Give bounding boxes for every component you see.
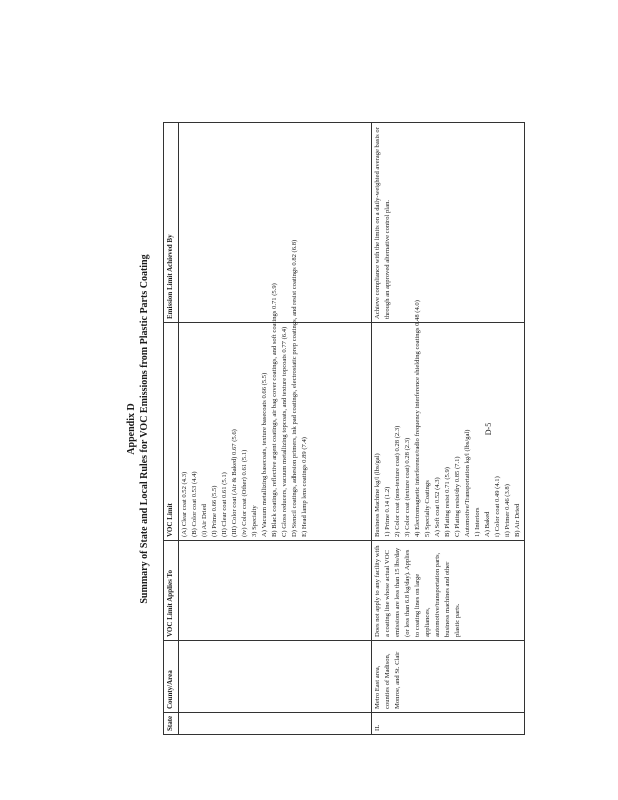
voc-limit-line: E) Head lamp lens coatings 0.89 (7.4) bbox=[301, 437, 308, 537]
voc-limit-line: A) Vacuum metallizing basecoats, texture basecoats 0.66 (5.5) bbox=[261, 372, 268, 537]
voc-limit-line: D) Stencil coatings, adhesion primers, ink pad coatings, electrostatic prep coatings, and resist coatings 0.82 (6.8) bbox=[291, 239, 298, 537]
voc-limit-line: (i) Air Dried bbox=[201, 504, 208, 537]
table-row bbox=[179, 123, 372, 735]
cell-state: IL bbox=[372, 713, 525, 735]
cell-county-area bbox=[179, 641, 372, 713]
voc-limit-line: 1) Interiors bbox=[474, 507, 481, 537]
table-row bbox=[372, 123, 525, 735]
rotated-page-content bbox=[126, 123, 521, 735]
cell-applies-to bbox=[179, 541, 372, 641]
appendix-subtitle: Summary of State and Local Rules for VOC Emissions from Plastic Parts Coating bbox=[139, 254, 150, 604]
voc-limit-line: A) Baked bbox=[484, 511, 491, 537]
voc-limit-line: A) Soft coat 0.52 (4.3) bbox=[434, 477, 441, 537]
header-achieved-by: Emission Limit Achieved By bbox=[164, 123, 179, 323]
voc-limit-line: B) Air Dried bbox=[514, 503, 521, 537]
voc-limit-line: C) Plating resist/dry 0.85 (7.1) bbox=[454, 456, 461, 537]
cell-county-area: Metro East area, counties of Madison, Monroe, and St. Clair bbox=[372, 641, 525, 713]
voc-limit-line: B) Plating resist 0.71 (5.9) bbox=[444, 467, 451, 537]
voc-limit-line: 2) Color coat (non-texture coat) 0.28 (2.3) bbox=[394, 425, 401, 537]
voc-limit-line: (I) Prime 0.66 (5.5) bbox=[211, 485, 218, 537]
voc-limit-line: i) Color coat 0.49 (4.1) bbox=[494, 476, 501, 537]
appendix-title: Appendix D bbox=[126, 403, 137, 455]
page-number: D-5 bbox=[484, 422, 493, 436]
header-county-area: County/Area bbox=[164, 641, 179, 713]
voc-limit-line: Automotive/Transportation kg/l (lbs/gal) bbox=[464, 429, 471, 537]
cell-achieved-by: Achieve compliance with the limits on a daily-weighted average basis or through an approved alternative control plan. bbox=[372, 123, 525, 323]
header-state: State bbox=[164, 713, 179, 735]
cell-applies-to: Does not apply to any facility with a coating line whose actual VOC emissions are less than 15 lbs/day (or less than 6.8 kg/day). Applies to coating lines on large appliances, automotive/transportation parts, business machines and other plastic parts. bbox=[372, 541, 525, 641]
voc-limit-line: B) Black coatings, reflective argent coatings, air bag cover coatings, and soft coatings 0.71 (5.9) bbox=[271, 283, 278, 537]
voc-limit-line: 3) Specialty bbox=[251, 505, 258, 537]
voc-limit-line: 3) Color coat (texture coat) 0.28 (2.3) bbox=[404, 437, 411, 537]
header-applies-to: VOC Limit Applies To bbox=[164, 541, 179, 641]
voc-limit-line: (B) Color coat 0.53 (4.4) bbox=[191, 471, 198, 537]
voc-limit-line: (A) Clear coat 0.52 (4.3) bbox=[181, 471, 188, 537]
cell-state bbox=[179, 713, 372, 735]
header-voc-limit: VOC Limit bbox=[164, 323, 179, 541]
voc-limit-line: 1) Prime 0.14 (1.2) bbox=[384, 486, 391, 537]
voc-limit-line: (iv) Color coat (Other) 0.61 (5.1) bbox=[241, 449, 248, 537]
voc-limit-line: C) Gloss reducers, vacuum metallizing topcoats, and texture topcoats 0.77 (6.4) bbox=[281, 326, 288, 537]
table-header-row bbox=[164, 123, 179, 735]
voc-limit-line: 4) Electromagnetic interference/radio frequency interference shielding coatings 0.48 (4.0) bbox=[414, 300, 421, 537]
voc-rules-table bbox=[163, 122, 525, 735]
cell-voc-limit bbox=[179, 239, 372, 541]
voc-limit-line: (II) Clear coat 0.61 (5.1) bbox=[221, 472, 228, 537]
voc-limit-line: Business Machine kg/l (lbs/gal) bbox=[374, 453, 381, 537]
voc-limit-line: 5) Specialty Coatings bbox=[424, 480, 431, 537]
cell-voc-limit bbox=[372, 300, 525, 541]
voc-limit-line: ii) Primer 0.46 (3.8) bbox=[504, 484, 511, 537]
voc-limit-line: (III) Color coat (Air & Baked) 0.67 (5.6) bbox=[231, 429, 238, 537]
